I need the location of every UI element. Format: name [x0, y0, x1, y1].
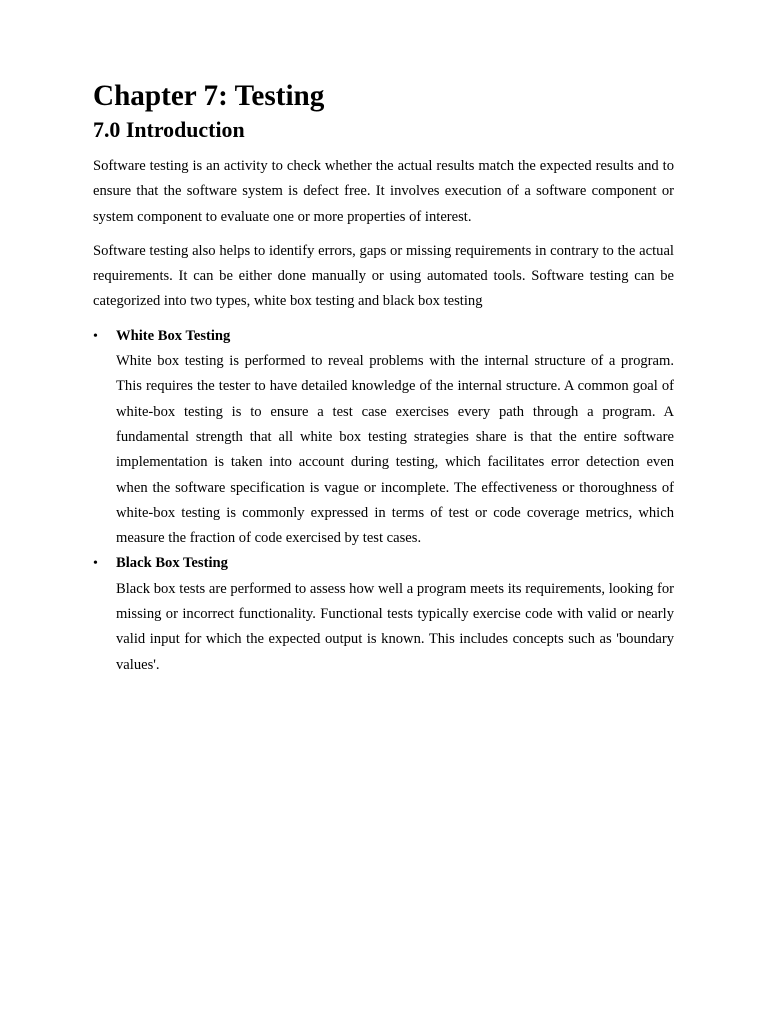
intro-paragraph-2: Software testing also helps to identify errors, gaps or missing requirements in contrary to the actual requirements. It can be either done manually or using automated tools. Software testing can be categorized into two types, white box testing and black box testing — [93, 242, 674, 310]
white-box-heading: White Box Testing — [116, 327, 231, 344]
bullet-icon: • — [93, 328, 98, 344]
section-title: 7.0 Introduction — [93, 117, 245, 142]
document-page — [93, 80, 674, 678]
white-box-body: White box testing is performed to reveal problems with the internal structure of a program. This requires the tester to have detailed knowledge of the internal structure. A common goal of white-box testing is to ensure a test case exercises every path through a program. A fundamental strength that all white box testing strategies share is that the entire software implementation is taken into account during testing, which facilitates error detection even when the software specification is vague or incomplete. The effectiveness or thoroughness of white-box testing is commonly expressed in terms of test or code coverage metrics, which measure the fraction of code exercised by test cases. — [116, 353, 674, 547]
chapter-title: Chapter 7: Testing — [93, 80, 325, 112]
black-box-heading: Black Box Testing — [116, 555, 228, 572]
bullet-icon: • — [93, 556, 98, 572]
intro-paragraph-1: Software testing is an activity to check whether the actual results match the expected results and to ensure that the software system is defect free. It involves execution of a software component or system component to evaluate one or more properties of interest. — [93, 158, 674, 225]
black-box-body: Black box tests are performed to assess how well a program meets its requirements, looking for missing or incorrect functionality. Functional tests typically exercise code with valid or nearly valid input for which the expected output is known. This includes concepts such as 'boundary values'. — [116, 580, 674, 673]
list-item-black-box — [93, 551, 674, 677]
testing-types-list — [93, 324, 674, 678]
list-item-white-box — [93, 324, 674, 552]
